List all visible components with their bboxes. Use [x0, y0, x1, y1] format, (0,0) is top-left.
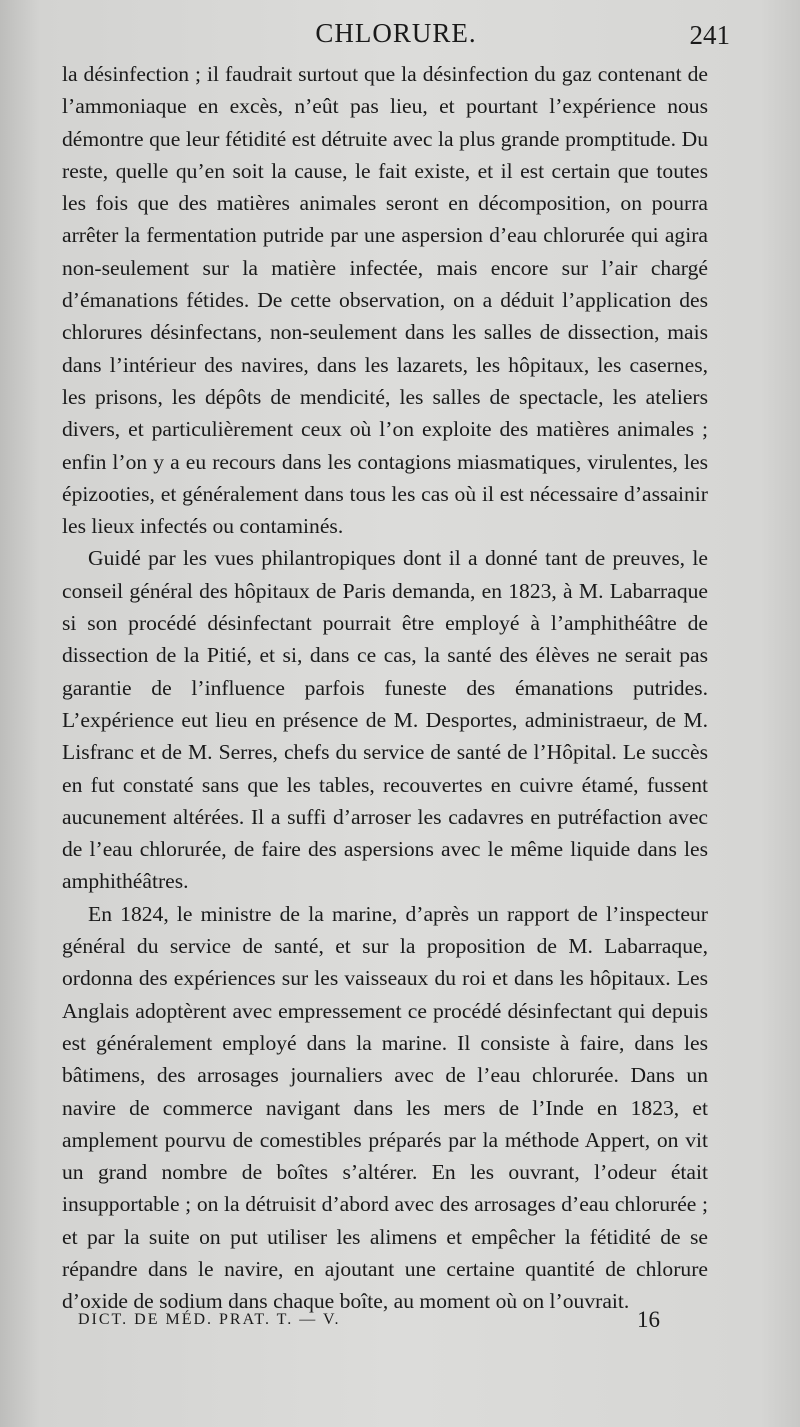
body-text: [62, 58, 708, 1318]
paragraph: Guidé par les vues philantropiques dont il a donné tant de preuves, le conseil général des hôpitaux de Paris demanda, en 1823, à M. Labarraque si son procédé désinfectant pourrait être employé à l’amphithéâtre de dissection de la Pitié, et si, dans ce cas, la santé des élèves ne serait pas garantie de l’influence parfois funeste des émanations putrides. L’expérience eut lieu en présence de M. Desportes, administraeur, de M. Lisfranc et de M. Serres, chefs du service de santé de l’Hôpital. Le succès en fut constaté sans que les tables, recouvertes en cuivre étamé, fussent aucunement altérées. Il a suffi d’arroser les cadavres en putréfaction avec de l’eau chlorurée, de faire des aspersions avec le même liquide dans les amphithéâtres.: [62, 546, 708, 894]
page-footer: [78, 1307, 660, 1337]
paragraph-continued: la désinfection ; il faudrait surtout que la désinfection du gaz contenant de l’ammoniaque en excès, n’eût pas lieu, et pourtant l’expérience nous démontre que leur fétidité est détruite avec la plus grande promptitude. Du reste, quelle qu’en soit la cause, le fait existe, et il est certain que toutes les fois que des matières animales seront en décomposition, on pourra arrêter la fermentation putride par une aspersion d’eau chlorurée qui agira non-seulement sur la matière infectée, mais encore sur l’air chargé d’émanations fétides. De cette observation, on a déduit l’application des chlorures désinfectans, non-seulement dans les salles de dissection, mais dans l’intérieur des navires, dans les lazarets, les hôpitaux, les casernes, les prisons, les dépôts de mendicité, les salles de spectacle, les ateliers divers, et particulièrement ceux où l’on exploite des matières animales ; enfin l’on y a eu recours dans les contagions miasmatiques, virulentes, les épizooties, et généralement dans tous les cas où il est nécessaire d’assainir les lieux infectés ou contaminés.: [62, 62, 708, 539]
signature-number: 16: [637, 1307, 660, 1332]
page-header: [62, 18, 730, 54]
printer-signature: DICT. DE MÉD. PRAT. T. — V.: [78, 1311, 341, 1328]
page-number: 241: [689, 20, 730, 50]
running-title: CHLORURE.: [315, 18, 477, 48]
paragraph: En 1824, le ministre de la marine, d’après un rapport de l’inspecteur général du service de santé, et sur la proposition de M. Labarraque, ordonna des expériences sur les vaisseaux du roi et dans les hôpitaux. Les Anglais adoptèrent avec empressement ce procédé désinfectant qui depuis est généralement employé dans la marine. Il consiste à faire, dans les bâtimens, des arrosages journaliers avec de l’eau chlorurée. Dans un navire de commerce navigant dans les mers de l’Inde en 1823, et amplement pourvu de comestibles préparés par la méthode Appert, on vit un grand nombre de boîtes s’altérer. En les ouvrant, l’odeur était insupportable ; on la détruisit d’abord avec des arrosages d’eau chlorurée ; et par la suite on put utiliser les alimens et empêcher la fétidité de se répandre dans le navire, en ajoutant une certaine quantité de chlorure d’oxide de sodium dans chaque boîte, au moment où on l’ouvrait.: [62, 901, 708, 1314]
